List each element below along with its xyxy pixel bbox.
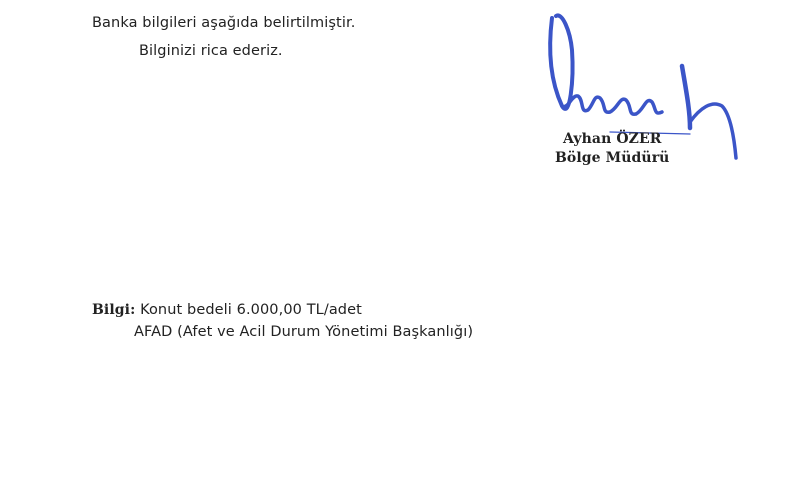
info-line-1: Konut bedeli 6.000,00 TL/adet — [140, 302, 362, 318]
bank-info-sentence: Banka bilgileri aşağıda belirtilmiştir. — [92, 15, 356, 31]
cut-off-text-remnant — [60, 0, 700, 2]
closing-sentence: Bilginizi rica ederiz. — [139, 43, 283, 59]
signatory-title: Bölge Müdürü — [555, 150, 670, 166]
info-line-2: AFAD (Afet ve Acil Durum Yönetimi Başkanlığı) — [134, 324, 474, 340]
info-label: Bilgi: — [92, 302, 136, 318]
info-line-1-row — [92, 301, 362, 319]
cut-off-text-marks — [60, 0, 700, 2]
signatory-name: Ayhan ÖZER — [563, 131, 662, 147]
